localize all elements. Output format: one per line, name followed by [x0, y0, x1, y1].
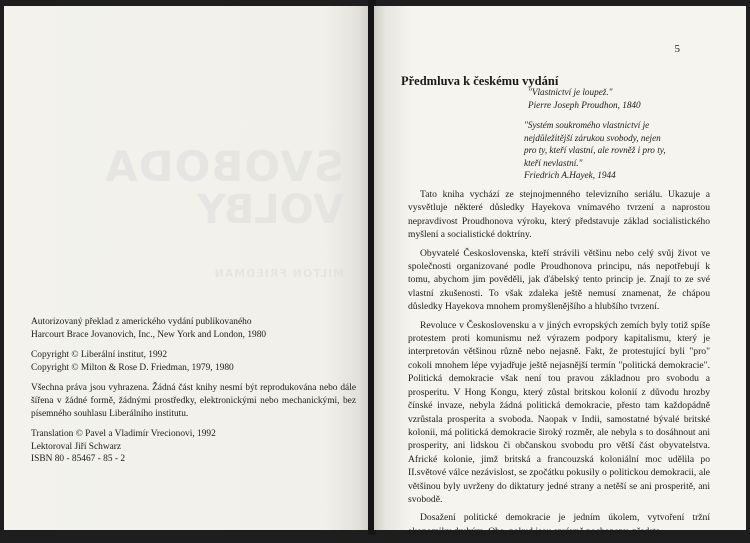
copyright-lines: Copyright © Liberální institut, 1992 Copyright © Milton & Rose D. Friedman, 1979, 1980	[31, 350, 234, 373]
rights-notice: Všechna práva jsou vyhrazena. Žádná část knihy nesmí být reprodukována nebo dále šířena v žádné formě, žádnými prostředky, elektronickými nebo mechanickými, bez písemného souhlasu Liberálního institutu.	[31, 383, 356, 419]
paragraph: Dosažení politické demokracie je jedním úkolem, vytvoření tržní ekonomiky druhým. Oba, pokud jsou správně pochopeny, předsta-	[408, 512, 710, 537]
paragraph: Tato kniha vychází ze stejnojmenného televizního seriálu. Ukazuje a vysvětluje některé důsledky Hayekova vnímavého tvrzení a naprostou nepravdivost Proudhonova výroku, který představuje základ socialistického myšlení a socialistické doktríny.	[408, 189, 710, 241]
copyright-notes	[31, 316, 356, 474]
paragraph: Obyvatelé Československa, kteří strávili většinu nebo celý svůj život ve společnosti organizované podle Proudhonova principu, nás nepotřebují k tomu, abychom jim pověděli, jak ďábelský tento princip je. Znají to ze své vlastní zkušenosti. To však zdaleka ještě nemusí znamenat, že chápou důsledky Hayekova mnohem promyšlenějšího a hlubšího tvrzení.	[408, 247, 710, 313]
left-page	[4, 6, 370, 530]
page-title: Předmluva k českému vydání	[401, 74, 559, 88]
right-page	[374, 6, 746, 537]
bleed-through-cover-text: SVOBODA VOLBY MILTON FRIEDMAN	[104, 142, 344, 280]
translation-credits: Translation © Pavel a Vladimír Vrecionovi, 1992 Lektoroval Jiří Schwarz ISBN 80 - 85467 - 85 - 2	[31, 429, 216, 465]
preface-body	[408, 188, 710, 543]
epigraph-proudhon: "Vlastnictví je loupež." Pierre Joseph Proudhon, 1840	[528, 87, 641, 110]
original-edition-note: Autorizovaný překlad z amerického vydání publikovaného Harcourt Brace Jovanovich, Inc., New York and London, 1980	[31, 317, 267, 340]
paragraph: Revoluce v Československu a v jiných evropských zemích byly totiž spíše protestem proti komunismu než výrazem podpory kapitalismu, který je interpretován většinou různě nebo nejasně. Fakt, že protestující byli "pro" cokoli mnohem lépe vyjadřuje ještě nejasnější termín "politická demokracie". Politická demokracie však není tou pravou základnou pro svobodu a prosperitu. V Hong Kongu, který zůstal britskou kolonií z důvodu hrozby čínské invaze, nebyla žádná politická demokracie, přesto tam každopádně vzrůstala prosperita a svoboda. Naopak v Indii, samostatné bývalé britské kolonii, má politická demokracie široký rozměr, ale nebyla s to dosáhnout ani prosperity, ani lidskou či občanskou svobodu pro větší část obyvatelstva. Africké kolonie, jimž britská a francouzská koloniální moc udělila po II.světové válce nezávislost, se zpočátku pokusily o politickou demokracii, ale většinou byly uvrženy do diktatury jedné strany a netěší se ani prosperitě, ani svobodě.	[408, 319, 710, 505]
page-number: 5	[674, 43, 680, 55]
epigraph-hayek: "Systém soukromého vlastnictví je nejdůležitější zárukou svobody, nejen pro ty, kteří vlastní, ale rovněž i pro ty, kteří nevlastní." Friedrich A.Hayek, 1944	[524, 120, 666, 180]
